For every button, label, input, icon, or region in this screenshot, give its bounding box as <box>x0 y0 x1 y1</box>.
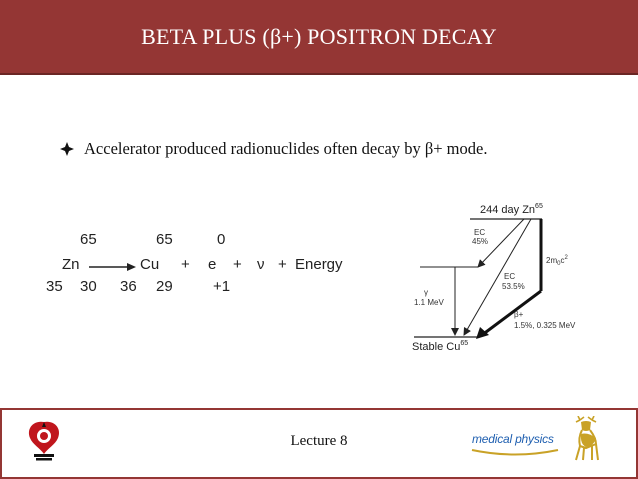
lecture-label: Lecture 8 <box>290 433 348 449</box>
ec-top-label: EC <box>474 228 486 237</box>
svg-text:2m0c2 <box>546 255 568 267</box>
daughter-label: Stable Cu <box>412 341 461 353</box>
bullet-text: Accelerator produced radionuclides often decay by β+ mode. <box>84 139 488 158</box>
logo-swoosh-icon <box>470 447 560 457</box>
parent-label: 244 day Zn <box>480 204 536 216</box>
neutrino-symbol: ν <box>257 256 265 273</box>
diamond-bullet-icon <box>60 141 76 161</box>
threshold-subscript: 0 <box>557 261 561 267</box>
ec-mid-label: EC <box>504 272 516 281</box>
svg-text:244 day Zn65 <box>480 203 543 216</box>
positron-mass-number: 0 <box>217 231 226 248</box>
decay-scheme-diagram <box>400 195 630 360</box>
positron-charge: +1 <box>213 278 231 295</box>
positron-symbol: e <box>208 256 217 273</box>
beta-plus-label: β+ <box>514 310 524 319</box>
plus-sign-3: + <box>278 256 287 273</box>
parent-superscript: 65 <box>535 203 543 210</box>
cu-symbol: Cu <box>140 256 160 273</box>
svg-text:Stable Cu65 <box>412 340 468 353</box>
ec-top-percent: 45% <box>472 237 489 246</box>
zn-symbol: Zn <box>62 256 80 273</box>
ec-mid-percent: 53.5% <box>502 282 525 291</box>
reaction-arrow-icon <box>89 262 137 272</box>
energy-term: Energy <box>295 256 343 273</box>
daughter-superscript: 65 <box>460 340 469 347</box>
stag-emblem-icon <box>566 416 606 464</box>
zn-mass-number: 65 <box>80 231 97 248</box>
beta-plus-info: 1.5%, 0.325 MeV <box>514 321 576 330</box>
cu-atomic-number-b: 29 <box>156 278 173 295</box>
threshold-label-rest: c <box>560 256 565 265</box>
gamma-label: γ <box>424 288 428 297</box>
gamma-energy: 1.1 MeV <box>414 298 444 307</box>
cu-mass-number: 65 <box>156 231 173 248</box>
medical-physics-logo: medical physics <box>472 432 554 446</box>
bullet-point <box>60 139 487 161</box>
plus-sign-1: + <box>181 256 190 273</box>
slide-title: BETA PLUS (β+) POSITRON DECAY <box>141 24 497 49</box>
zn-atomic-number-b: 30 <box>80 278 97 295</box>
threshold-superscript: 2 <box>564 255 568 261</box>
threshold-label: 2m <box>546 256 558 265</box>
header-bar <box>0 0 638 75</box>
zn-atomic-number-a: 35 <box>46 278 63 295</box>
cu-atomic-number-a: 36 <box>120 278 137 295</box>
plus-sign-2: + <box>233 256 242 273</box>
